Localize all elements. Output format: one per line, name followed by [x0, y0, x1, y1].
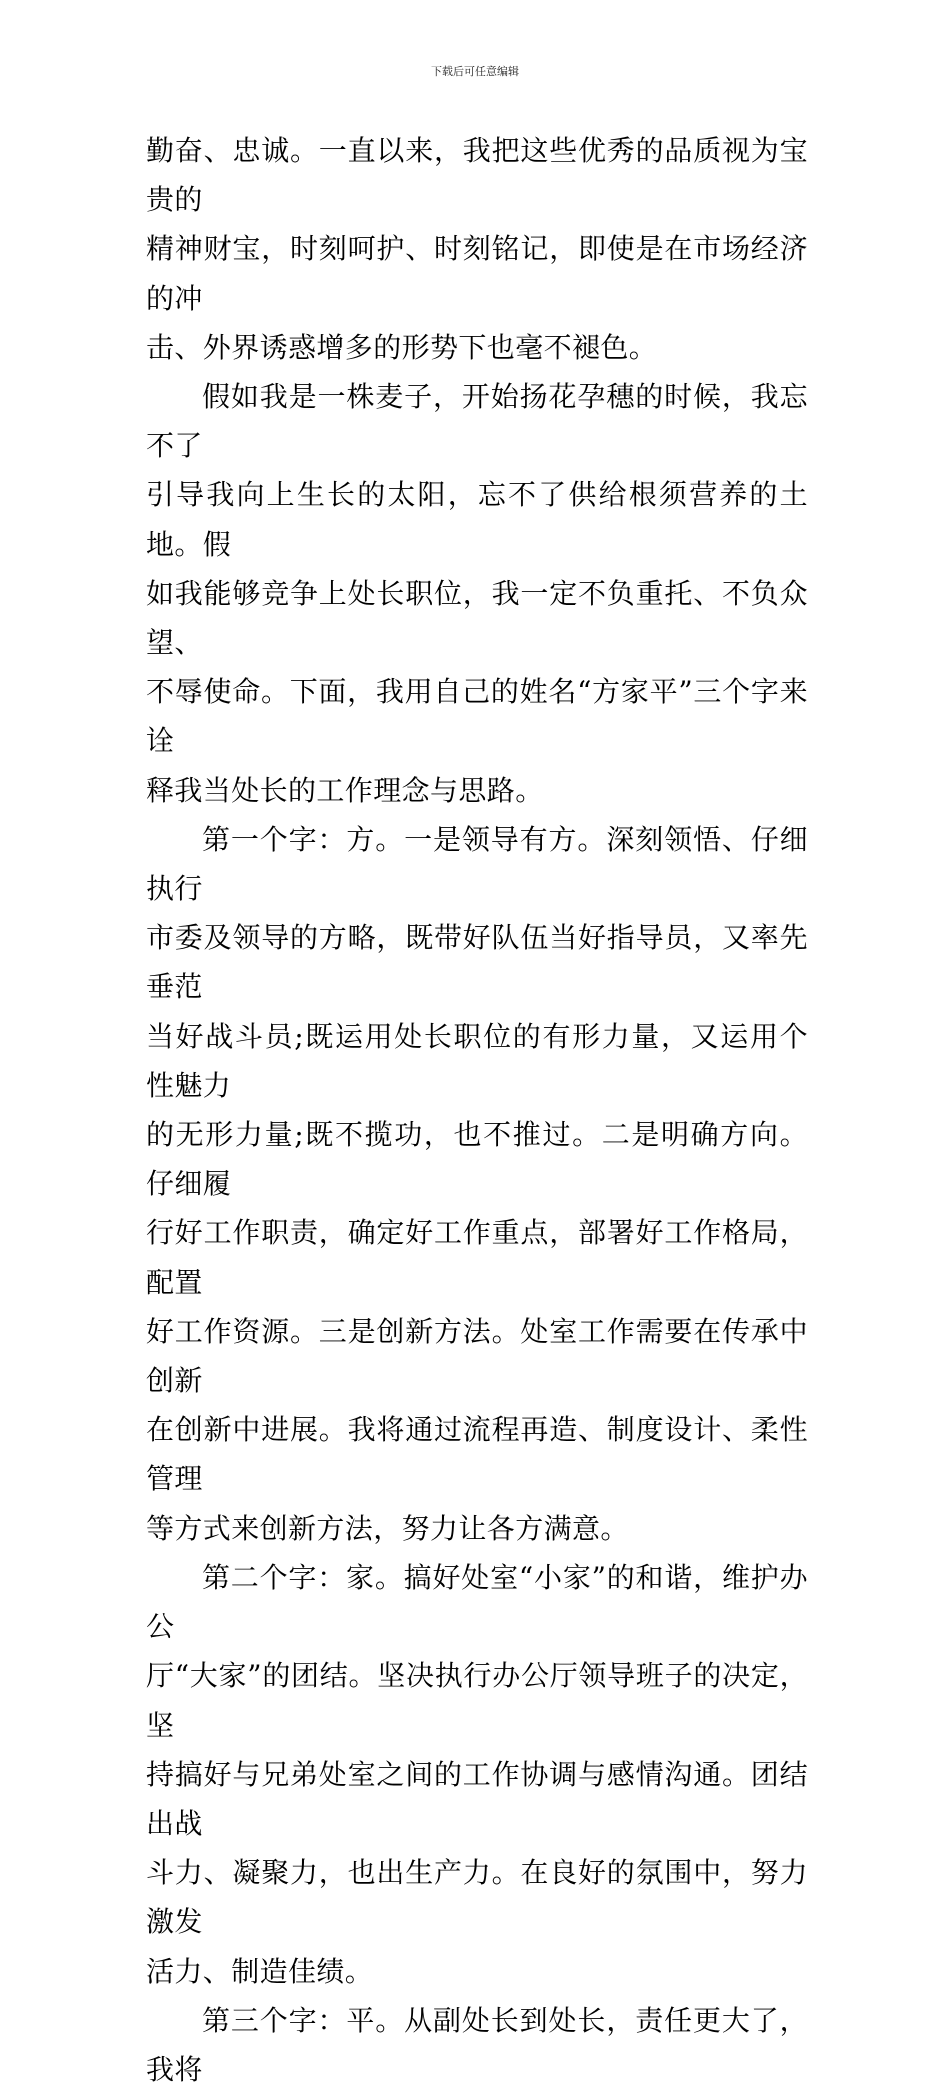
text-line: 在创新中进展。我将通过流程再造、制度设计、柔性管理	[146, 1413, 808, 1496]
paragraph	[146, 1553, 808, 1996]
text-line: 第三个字：平。从副处长到处长，责任更大了，我将	[146, 2003, 808, 2086]
page-header: 下载后可任意编辑	[431, 65, 519, 78]
document-body	[146, 126, 808, 2094]
text-line: 厅“大家”的团结。坚决执行办公厅领导班子的决定，坚	[146, 1659, 808, 1742]
paragraph	[146, 815, 808, 1553]
text-line: 第二个字：家。搞好处室“小家”的和谐，维护办公	[146, 1560, 808, 1644]
text-line: 持搞好与兄弟处室之间的工作协调与感情沟通。团结出战	[146, 1757, 808, 1840]
text-line: 斗力、凝聚力，也出生产力。在良好的氛围中，努力激发	[146, 1856, 808, 1939]
text-line: 当好战斗员;既运用处长职位的有形力量，又运用个性魅力	[146, 1019, 808, 1102]
text-line: 好工作资源。三是创新方法。处室工作需要在传承中创新	[146, 1314, 808, 1398]
text-line: 第一个字：方。一是领导有方。深刻领悟、仔细执行	[146, 822, 808, 906]
paragraph	[146, 1996, 808, 2094]
text-line: 活力、制造佳绩。	[146, 1954, 374, 1988]
text-line: 释我当处长的工作理念与思路。	[146, 773, 544, 807]
text-line: 行好工作职责，确定好工作重点，部署好工作格局，配置	[146, 1216, 808, 1299]
text-line: 假如我是一株麦子，开始扬花孕穗的时候，我忘不了	[146, 380, 808, 463]
text-line: 击、外界诱惑增多的形势下也毫不褪色。	[146, 330, 658, 364]
text-line: 如我能够竞争上处长职位，我一定不负重托、不负众望、	[146, 576, 808, 660]
text-line: 引导我向上生长的太阳，忘不了供给根须营养的土地。假	[146, 478, 808, 561]
paragraph	[146, 372, 808, 815]
paragraph	[146, 126, 808, 372]
text-line: 的无形力量;既不揽功，也不推过。二是明确方向。仔细履	[146, 1118, 808, 1201]
text-line: 不辱使命。下面，我用自己的姓名“方家平”三个字来诠	[146, 675, 808, 758]
text-line: 精神财宝，时刻呵护、时刻铭记，即使是在市场经济的冲	[146, 232, 808, 315]
text-line: 勤奋、忠诚。一直以来，我把这些优秀的品质视为宝贵的	[146, 134, 808, 217]
text-line: 等方式来创新方法，努力让各方满意。	[146, 1511, 629, 1545]
text-line: 市委及领导的方略，既带好队伍当好指导员，又率先垂范	[146, 921, 808, 1004]
